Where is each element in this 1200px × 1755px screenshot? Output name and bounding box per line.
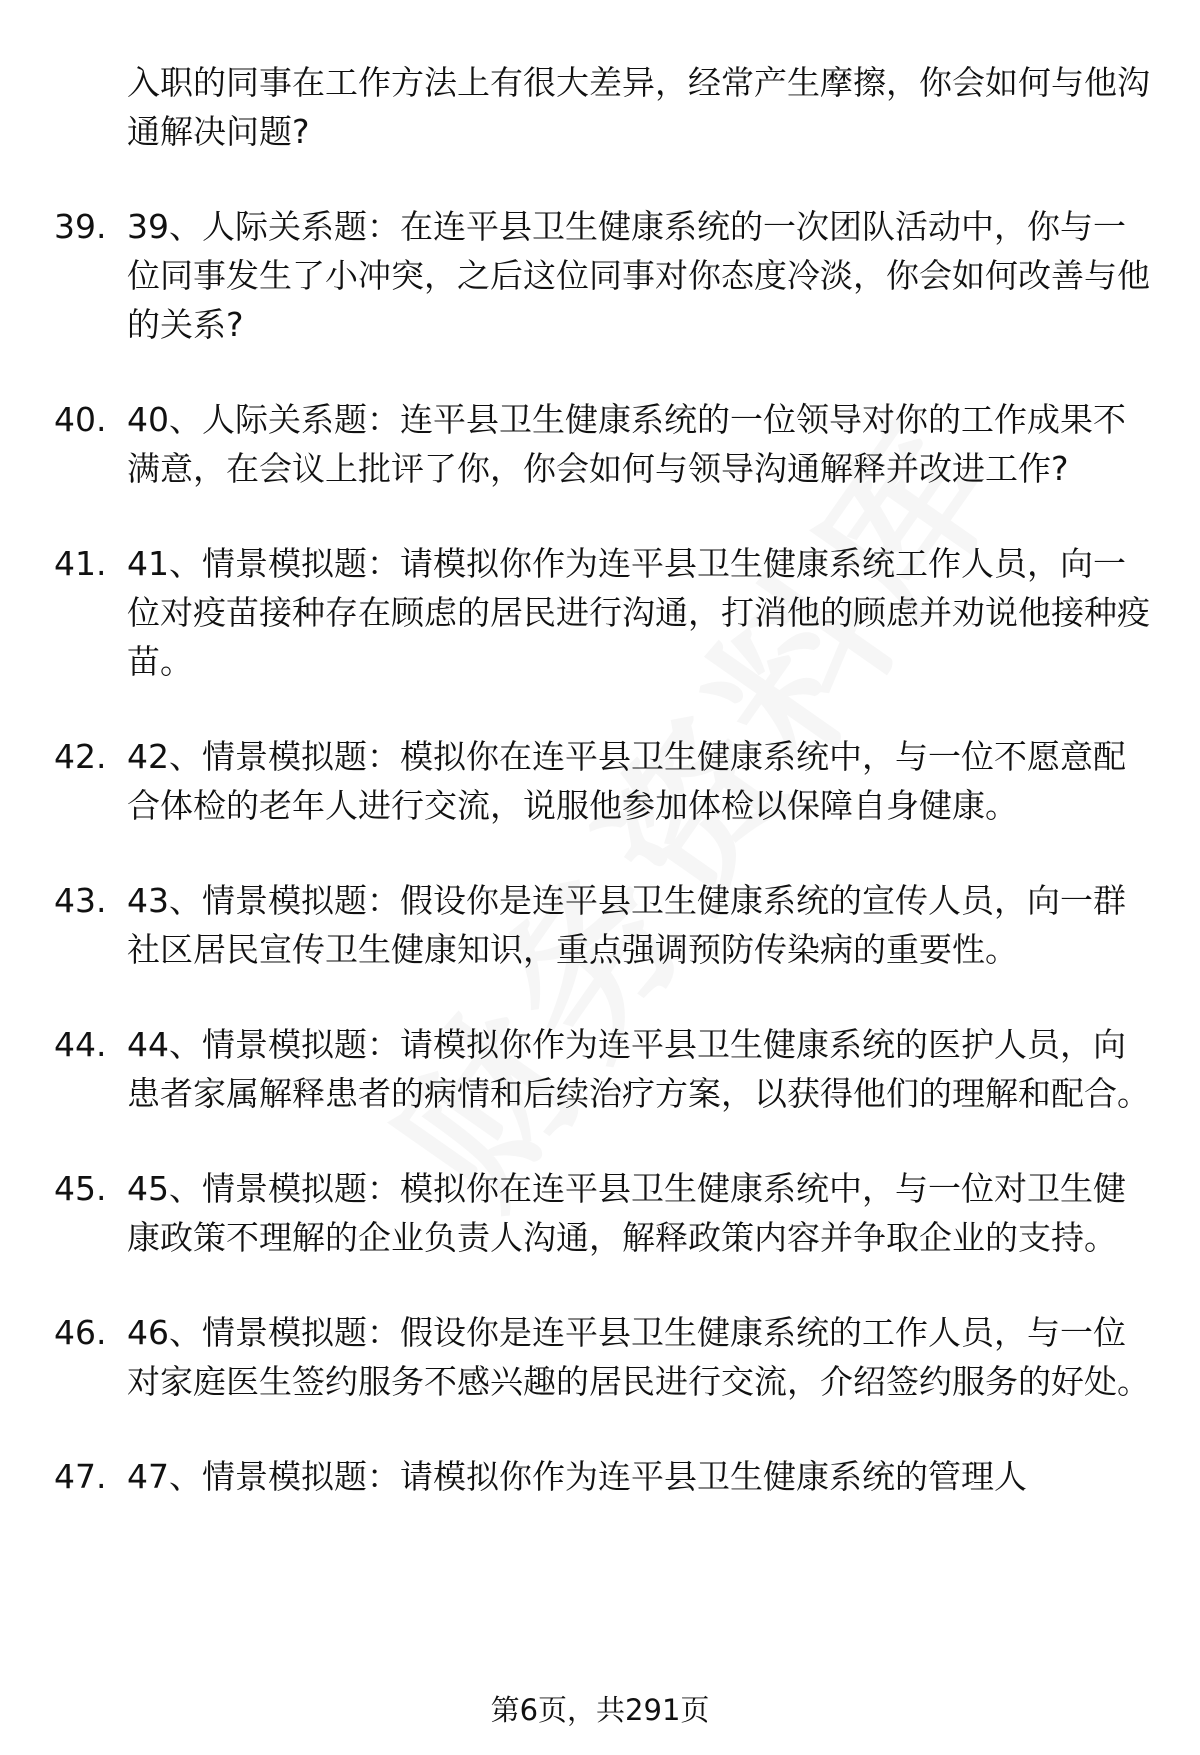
list-item — [0, 1164, 1200, 1262]
item-number: 39. — [54, 207, 107, 246]
item-text: 47、情景模拟题：请模拟你作为连平县卫生健康系统的管理人 — [127, 1457, 1027, 1496]
item-text: 46、情景模拟题：假设你是连平县卫生健康系统的工作人员，与一位对家庭医生签约服务不感兴趣的居民进行交流，介绍签约服务的好处。 — [127, 1313, 1150, 1401]
item-number: 44. — [54, 1025, 107, 1064]
question-list — [0, 58, 1200, 1501]
item-text: 40、人际关系题：连平县卫生健康系统的一位领导对你的工作成果不满意，在会议上批评了你，你会如何与领导沟通解释并改进工作? — [127, 400, 1126, 488]
list-item — [0, 202, 1200, 349]
item-number: 43. — [54, 881, 107, 920]
item-text: 43、情景模拟题：假设你是连平县卫生健康系统的宣传人员，向一群社区居民宣传卫生健康知识，重点强调预防传染病的重要性。 — [127, 881, 1126, 969]
list-item — [0, 876, 1200, 974]
item-text: 45、情景模拟题：模拟你在连平县卫生健康系统中，与一位对卫生健康政策不理解的企业负责人沟通，解释政策内容并争取企业的支持。 — [127, 1169, 1126, 1257]
item-number: 41. — [54, 544, 107, 583]
item-text: 42、情景模拟题：模拟你在连平县卫生健康系统中，与一位不愿意配合体检的老年人进行交流，说服他参加体检以保障自身健康。 — [127, 737, 1126, 825]
list-item — [0, 1452, 1200, 1501]
item-number: 46. — [54, 1313, 107, 1352]
item-text: 39、人际关系题：在连平县卫生健康系统的一次团队活动中，你与一位同事发生了小冲突，之后这位同事对你态度冷淡，你会如何改善与他的关系? — [127, 207, 1150, 344]
item-number: 45. — [54, 1169, 107, 1208]
list-item — [0, 395, 1200, 493]
continuation-text: 入职的同事在工作方法上有很大差异，经常产生摩擦，你会如何与他沟通解决问题? — [127, 63, 1150, 151]
item-text: 44、情景模拟题：请模拟你作为连平县卫生健康系统的医护人员，向患者家属解释患者的病情和后续治疗方案，以获得他们的理解和配合。 — [127, 1025, 1150, 1113]
list-item — [0, 539, 1200, 686]
list-item — [0, 1020, 1200, 1118]
page-footer: 第6页，共291页 — [490, 1693, 710, 1727]
list-item — [0, 1308, 1200, 1406]
item-text: 41、情景模拟题：请模拟你作为连平县卫生健康系统工作人员，向一位对疫苗接种存在顾虑的居民进行沟通，打消他的顾虑并劝说他接种疫苗。 — [127, 544, 1150, 681]
item-number: 42. — [54, 737, 107, 776]
item-number: 40. — [54, 400, 107, 439]
list-item — [0, 732, 1200, 830]
item-number: 47. — [54, 1457, 107, 1496]
